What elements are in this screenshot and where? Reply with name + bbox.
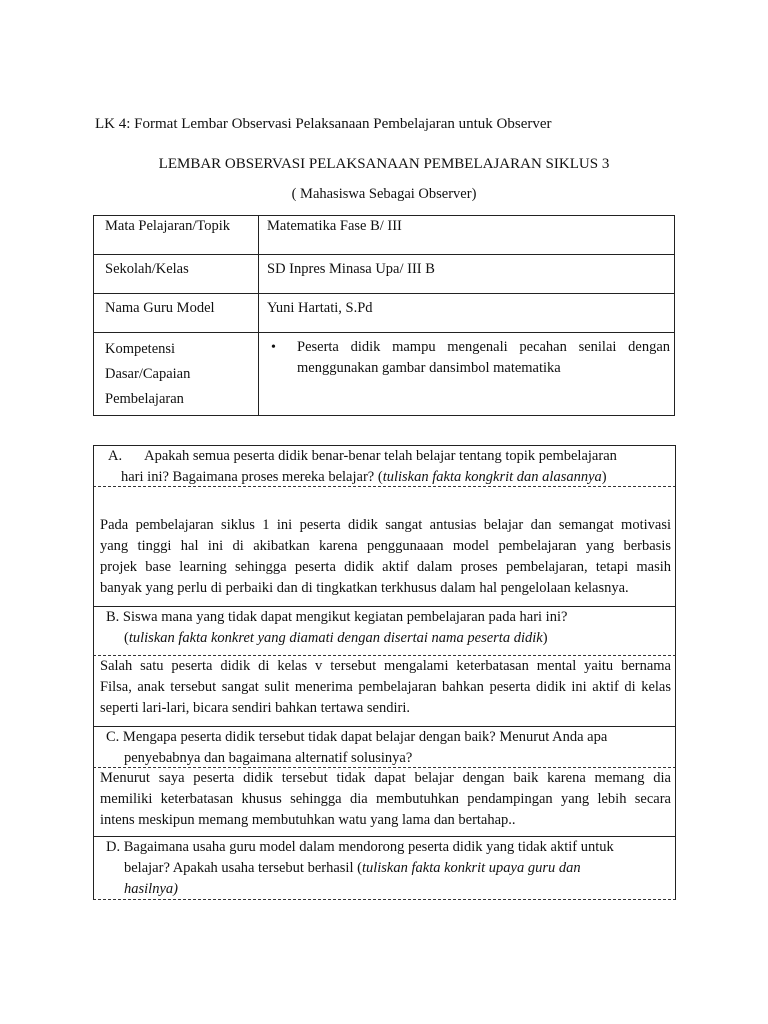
question-d — [93, 837, 676, 900]
info-row-school — [94, 255, 675, 294]
value-teacher: Yuni Hartati, S.Pd — [267, 300, 373, 316]
info-value — [259, 216, 675, 255]
kd-label-line: Kompetensi — [105, 341, 176, 357]
answer-a — [93, 486, 676, 607]
kd-text-line: menggunakan gambar dansimbol matematika — [297, 360, 561, 376]
info-value — [259, 333, 675, 416]
question-a-hint: tuliskan fakta kongkrit dan alasannya — [382, 469, 602, 485]
kd-text-line: Peserta didik mampu mengenali pecahan senilai dengan — [297, 339, 670, 355]
question-c-line2: penyebabnya dan bagaimana alternatif solusinya? — [124, 750, 413, 766]
info-row-subject — [94, 216, 675, 255]
answer-b — [93, 656, 676, 727]
question-a-letter: A. — [108, 448, 123, 464]
question-c-line1: C. Mengapa peserta didik tersebut tidak dapat belajar dengan baik? Menurut Anda apa — [106, 729, 608, 745]
question-d-hint-cont: hasilnya) — [124, 881, 178, 897]
question-a-close: ) — [601, 469, 607, 485]
answer-b-line: seperti lari-lari, bicara sendiri bahkan tertawa sendiri. — [100, 700, 411, 716]
answer-c-line: memiliki keterbatasan khusus sehingga dia membutuhkan pendampingan yang lebih secara — [100, 791, 671, 807]
question-b-open: ( — [124, 630, 129, 646]
info-label — [94, 333, 259, 416]
answer-a-line: banyak yang perlu di perbaiki dan di tingkatkan terkhusus dalam hal pengelolaan kelasnya. — [100, 580, 629, 596]
answer-c-line: Menurut saya peserta didik tersebut tidak dapat belajar dengan baik karena memang dia — [100, 770, 671, 786]
question-c — [93, 727, 676, 768]
question-b — [93, 607, 676, 656]
answer-b-line: Filsa, anak tersebut sangat sulit menerima pembelajaran bahkan peserta didik ini aktif di kelas — [100, 679, 671, 695]
info-row-competency — [94, 333, 675, 416]
answer-a-line: Pada pembelajaran siklus 1 ini peserta didik sangat antusias belajar dan semangat motivasi — [100, 517, 671, 533]
info-table — [93, 215, 675, 416]
info-row-teacher — [94, 294, 675, 333]
page-title: LEMBAR OBSERVASI PELAKSANAAN PEMBELAJARAN SIKLUS 3 — [158, 156, 610, 172]
kd-label-line: Dasar/Capaian — [105, 366, 191, 382]
page-subtitle: ( Mahasiswa Sebagai Observer) — [291, 186, 477, 202]
question-b-line1: B. Siswa mana yang tidak dapat mengikut kegiatan pembelajaran pada hari ini? — [106, 609, 568, 625]
document-label: LK 4: Format Lembar Observasi Pelaksanaan Pembelajaran untuk Observer — [95, 116, 552, 132]
question-d-hint: tuliskan fakta konkrit upaya guru dan — [361, 860, 581, 876]
kd-label-line: Pembelajaran — [105, 391, 184, 407]
question-d-line1: D. Bagaimana usaha guru model dalam mendorong peserta didik yang tidak aktif untuk — [106, 839, 614, 855]
info-label — [94, 294, 259, 333]
answer-c-line: intens meskipun memang membutuhkan watu yang lama dan bertahap.. — [100, 812, 516, 828]
answer-a-line: yang tinggi hal ini di akibatkan karena penggunaaan model pembelajaran yang berbasis — [100, 538, 671, 554]
label-teacher: Nama Guru Model — [105, 300, 215, 316]
value-school: SD Inpres Minasa Upa/ III B — [267, 261, 435, 277]
answer-a-line: projek base learning sehingga peserta didik aktif dalam proses pembelajaran, tetapi masih — [100, 559, 671, 575]
info-value — [259, 255, 675, 294]
answer-c — [93, 768, 676, 837]
info-label — [94, 216, 259, 255]
label-subject: Mata Pelajaran/Topik — [105, 218, 231, 234]
question-d-line2: belajar? Apakah usaha tersebut berhasil ( — [124, 860, 362, 876]
question-b-hint: tuliskan fakta konkret yang diamati dengan disertai nama peserta didik — [128, 630, 543, 646]
info-label — [94, 255, 259, 294]
question-a-line1: Apakah semua peserta didik benar-benar telah belajar tentang topik pembelajaran — [144, 448, 617, 464]
question-a — [93, 445, 676, 487]
info-value — [259, 294, 675, 333]
label-school: Sekolah/Kelas — [105, 261, 189, 277]
value-subject: Matematika Fase B/ III — [267, 218, 402, 234]
question-b-close: ) — [542, 630, 548, 646]
answer-b-line: Salah satu peserta didik di kelas v tersebut mengalami keterbatasan mental yaitu bernama — [100, 658, 671, 674]
bullet-icon: • — [271, 340, 276, 355]
question-a-line2: hari ini? Bagaimana proses mereka belajar? ( — [121, 469, 383, 485]
